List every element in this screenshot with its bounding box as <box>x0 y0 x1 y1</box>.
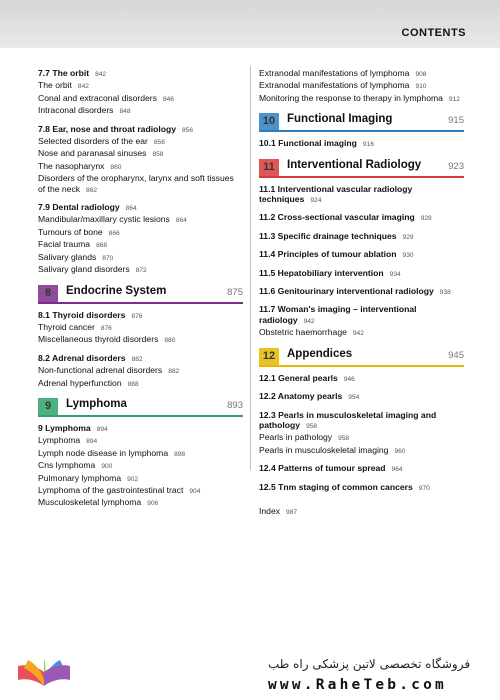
toc-entry-title: 8.2 Adrenal disorders <box>38 352 126 363</box>
toc-group-chapter9 <box>38 423 243 510</box>
toc-entry-title: 12.3 Pearls in musculoskeletal imaging and pathology <box>259 409 437 430</box>
toc-entry[interactable] <box>38 473 243 485</box>
toc-entry-page: 904 <box>189 487 201 495</box>
chapter-number: 10 <box>259 113 279 130</box>
toc-entry-page: 958 <box>306 422 318 430</box>
book-logo-icon <box>14 654 74 692</box>
toc-entry-title: Musculoskeletal lymphoma <box>38 497 142 508</box>
toc-entry[interactable] <box>38 173 243 196</box>
toc-entry-title: Miscellaneous thyroid disorders <box>38 334 159 345</box>
toc-entry-title: 9 Lymphoma <box>38 422 91 433</box>
toc-entry[interactable] <box>259 506 464 518</box>
toc-entry-page: 888 <box>127 380 139 388</box>
toc-entry-title: Extranodal manifestations of lymphoma <box>259 80 410 91</box>
toc-entry-page: 858 <box>152 151 164 159</box>
toc-entry[interactable] <box>38 460 243 472</box>
toc-entry-page: 924 <box>310 197 322 205</box>
toc-entry-title: 7.7 The orbit <box>38 68 90 78</box>
toc-entry-title: 12.4 Patterns of tumour spread <box>259 463 386 474</box>
toc-entry-title: Adrenal hyperfunction <box>38 377 122 388</box>
toc-entry-page: 876 <box>131 312 143 320</box>
toc-entry-page: 848 <box>119 108 131 116</box>
toc-section-entry[interactable] <box>38 353 243 365</box>
toc-entry[interactable] <box>38 136 243 148</box>
toc-entry[interactable] <box>38 365 243 377</box>
left-column <box>38 68 243 510</box>
toc-entry-page: 929 <box>402 233 414 241</box>
toc-entry[interactable] <box>259 80 464 92</box>
chapter-page: 923 <box>448 160 464 172</box>
toc-entry-title: Pearls in musculoskeletal imaging <box>259 444 389 455</box>
footer-url[interactable]: www.RaheTeb.com <box>268 677 447 693</box>
toc-entry-title: Intraconal disorders <box>38 105 114 116</box>
toc-entry-title: 12.1 General pearls <box>259 372 338 383</box>
toc-entry-page: 902 <box>127 475 139 483</box>
toc-entry-title: Mandibular/maxillary cystic lesions <box>38 214 170 225</box>
chapter-heading-11[interactable] <box>259 159 464 178</box>
toc-entry[interactable] <box>38 264 243 276</box>
toc-entry-title: Nose and paranasal sinuses <box>38 148 147 159</box>
chapter-heading-8[interactable] <box>38 285 243 304</box>
toc-entry-page: 856 <box>153 139 165 147</box>
toc-section-entry[interactable] <box>38 310 243 322</box>
header-band <box>0 0 500 48</box>
toc-entry[interactable] <box>259 432 464 444</box>
toc-entry-page: 860 <box>110 163 122 171</box>
toc-section-entry[interactable] <box>259 184 464 207</box>
chapter-page: 893 <box>227 399 243 411</box>
toc-entry-title: 11.5 Hepatobiliary intervention <box>259 267 384 278</box>
toc-entry-title: Selected disorders of the ear <box>38 136 148 147</box>
toc-entry-title: Pulmonary lymphoma <box>38 472 122 483</box>
toc-group-chapter11 <box>259 184 464 340</box>
toc-group-chapter7 <box>38 68 243 277</box>
toc-entry-title: 11.2 Cross-sectional vascular imaging <box>259 212 415 223</box>
toc-section-entry[interactable] <box>259 286 464 298</box>
toc-entry[interactable] <box>38 161 243 173</box>
toc-entry-title: Lymphoma of the gastrointestinal tract <box>38 484 184 495</box>
toc-entry-title: 11.3 Specific drainage techniques <box>259 230 397 241</box>
toc-entry-page: 872 <box>135 267 147 275</box>
toc-entry-page: 934 <box>389 270 401 278</box>
toc-entry-title: Obstetric haemorrhage <box>259 327 347 338</box>
toc-entry-page: 900 <box>101 463 113 471</box>
toc-entry-page: 864 <box>175 217 187 225</box>
toc-entry-page: 906 <box>147 500 159 508</box>
chapter-title: Appendices <box>287 347 353 360</box>
toc-entry[interactable] <box>38 252 243 264</box>
toc-entry[interactable] <box>38 378 243 390</box>
toc-section-entry[interactable] <box>38 124 243 136</box>
toc-entry-title: Lymphoma <box>38 435 81 446</box>
chapter-number: 9 <box>38 398 58 415</box>
toc-entry-title: 7.9 Dental radiology <box>38 202 120 213</box>
toc-entry-page: 960 <box>394 447 406 455</box>
page-title: CONTENTS <box>401 27 466 39</box>
toc-entry-page: 946 <box>343 375 355 383</box>
toc-entry-page: 856 <box>182 126 194 134</box>
toc-entry-title: Facial trauma <box>38 239 91 250</box>
toc-entry-page: 870 <box>102 254 114 262</box>
right-column <box>259 68 464 518</box>
toc-section-entry[interactable] <box>259 138 464 150</box>
toc-entry-title: Salivary glands <box>38 251 97 262</box>
toc-entry-page: 864 <box>125 205 137 213</box>
toc-entry-title: The orbit <box>38 80 72 91</box>
toc-entry-title: Tumours of bone <box>38 226 103 237</box>
toc-entry-title: Salivary gland disorders <box>38 264 130 275</box>
toc-group-chapter8 <box>38 310 243 390</box>
toc-section-entry[interactable] <box>259 373 464 385</box>
toc-entry-page: 987 <box>286 508 298 516</box>
toc-entry[interactable] <box>38 322 243 334</box>
toc-entry-title: Non-functional adrenal disorders <box>38 365 163 376</box>
toc-entry[interactable] <box>38 148 243 160</box>
toc-entry-title: Lymph node disease in lymphoma <box>38 447 169 458</box>
toc-entry-page: 970 <box>418 484 430 492</box>
column-divider <box>250 66 251 470</box>
toc-entry-page: 868 <box>96 242 108 250</box>
toc-entry-page: 894 <box>86 438 98 446</box>
toc-group-chapter12 <box>259 373 464 519</box>
toc-section-entry[interactable] <box>259 463 464 475</box>
toc-entry-title: 11.7 Woman's imaging – interventional radiology <box>259 304 417 325</box>
chapter-number: 8 <box>38 285 58 302</box>
toc-entry-page: 846 <box>162 95 174 103</box>
toc-entry-page: 862 <box>86 186 98 194</box>
chapter-heading-12[interactable] <box>259 348 464 367</box>
toc-entry-title: Monitoring the response to therapy in lymphoma <box>259 92 443 103</box>
toc-section-entry[interactable] <box>259 391 464 403</box>
toc-entry-page: 876 <box>100 324 112 332</box>
toc-entry[interactable] <box>259 93 464 105</box>
toc-entry-page: 882 <box>131 355 143 363</box>
toc-section-entry[interactable] <box>259 410 464 433</box>
toc-entry-page: 958 <box>338 435 350 443</box>
toc-entry-page: 964 <box>391 466 403 474</box>
toc-section-entry[interactable] <box>38 202 243 214</box>
toc-entry-title: 7.8 Ear, nose and throat radiology <box>38 123 177 134</box>
toc-entry-page: 912 <box>448 95 460 103</box>
toc-entry-title: Index <box>259 505 281 516</box>
toc-entry-page: 910 <box>415 83 427 91</box>
toc-entry[interactable] <box>259 327 464 339</box>
toc-entry-page: 842 <box>95 71 107 78</box>
toc-entry-page: 954 <box>348 394 360 402</box>
toc-section-entry[interactable] <box>38 423 243 435</box>
toc-entry-title: 11.4 Principles of tumour ablation <box>259 249 397 260</box>
toc-entry-title: 12.5 Tnm staging of common cancers <box>259 481 413 492</box>
toc-entry-title: 11.1 Interventional vascular radiology techniques <box>259 183 413 205</box>
toc-entry[interactable] <box>259 445 464 457</box>
chapter-number: 12 <box>259 348 279 365</box>
toc-entry-page: 942 <box>352 330 364 338</box>
toc-entry[interactable] <box>259 68 464 80</box>
chapter-title: Lymphoma <box>66 397 127 410</box>
toc-entry[interactable] <box>38 435 243 447</box>
toc-entry-page: 898 <box>174 450 186 458</box>
toc-section-entry[interactable] <box>38 68 243 80</box>
toc-entry-title: Cns lymphoma <box>38 460 96 471</box>
toc-entry[interactable] <box>38 485 243 497</box>
toc-entry-page: 842 <box>77 83 89 91</box>
chapter-page: 875 <box>227 286 243 298</box>
chapter-heading-9[interactable] <box>38 398 243 417</box>
chapter-number: 11 <box>259 159 279 176</box>
toc-entry[interactable] <box>38 239 243 251</box>
toc-entry-page: 866 <box>108 229 120 237</box>
toc-entry-page: 894 <box>96 425 108 433</box>
toc-entry[interactable] <box>38 105 243 117</box>
toc-group-chapter10 <box>259 138 464 150</box>
toc-entry[interactable] <box>38 227 243 239</box>
toc-entry-title: Thyroid cancer <box>38 321 95 332</box>
toc-entry-page: 908 <box>415 71 427 78</box>
toc-entry-page: 916 <box>362 141 374 149</box>
toc-entry-title: 12.2 Anatomy pearls <box>259 391 343 402</box>
toc-entry-page: 928 <box>420 215 432 223</box>
toc-entry[interactable] <box>38 93 243 105</box>
toc-section-entry[interactable] <box>259 268 464 280</box>
toc-section-entry[interactable] <box>259 231 464 243</box>
toc-section-entry[interactable] <box>259 482 464 494</box>
toc-entry[interactable] <box>38 497 243 509</box>
toc-entry[interactable] <box>38 448 243 460</box>
toc-entry-title: Extranodal manifestations of lymphoma <box>259 68 410 78</box>
toc-entry-page: 880 <box>164 337 176 345</box>
chapter-page: 945 <box>448 349 464 361</box>
toc-entry-title: 11.6 Genitourinary interventional radiology <box>259 286 434 297</box>
toc-entry-page: 882 <box>168 368 180 376</box>
toc-entry-title: Pearls in pathology <box>259 432 333 443</box>
toc-entry-title: 8.1 Thyroid disorders <box>38 309 126 320</box>
toc-section-entry[interactable] <box>259 304 464 327</box>
chapter-page: 915 <box>448 115 464 127</box>
toc-entry[interactable] <box>38 214 243 226</box>
footer-store-name: فروشگاه تخصصی لاتین پزشکی راه طب <box>268 657 471 671</box>
toc-entry[interactable] <box>38 80 243 92</box>
toc-entry-page: 930 <box>402 252 414 260</box>
toc-entry-title: Conal and extraconal disorders <box>38 92 157 103</box>
chapter-heading-10[interactable] <box>259 113 464 132</box>
chapter-title: Interventional Radiology <box>287 158 422 171</box>
toc-entry-title: Disorders of the oropharynx, larynx and soft tissues of the neck <box>38 173 234 194</box>
toc-section-entry[interactable] <box>259 249 464 261</box>
toc-section-entry[interactable] <box>259 212 464 224</box>
chapter-title: Functional Imaging <box>287 113 393 126</box>
toc-entry-page: 942 <box>303 317 315 325</box>
toc-entry[interactable] <box>38 334 243 346</box>
toc-entry-title: 10.1 Functional imaging <box>259 138 357 149</box>
toc-entry-title: The nasopharynx <box>38 160 105 171</box>
toc-group-chapter9-cont <box>259 68 464 105</box>
toc-entry-page: 938 <box>439 289 451 297</box>
chapter-title: Endocrine System <box>66 284 167 297</box>
